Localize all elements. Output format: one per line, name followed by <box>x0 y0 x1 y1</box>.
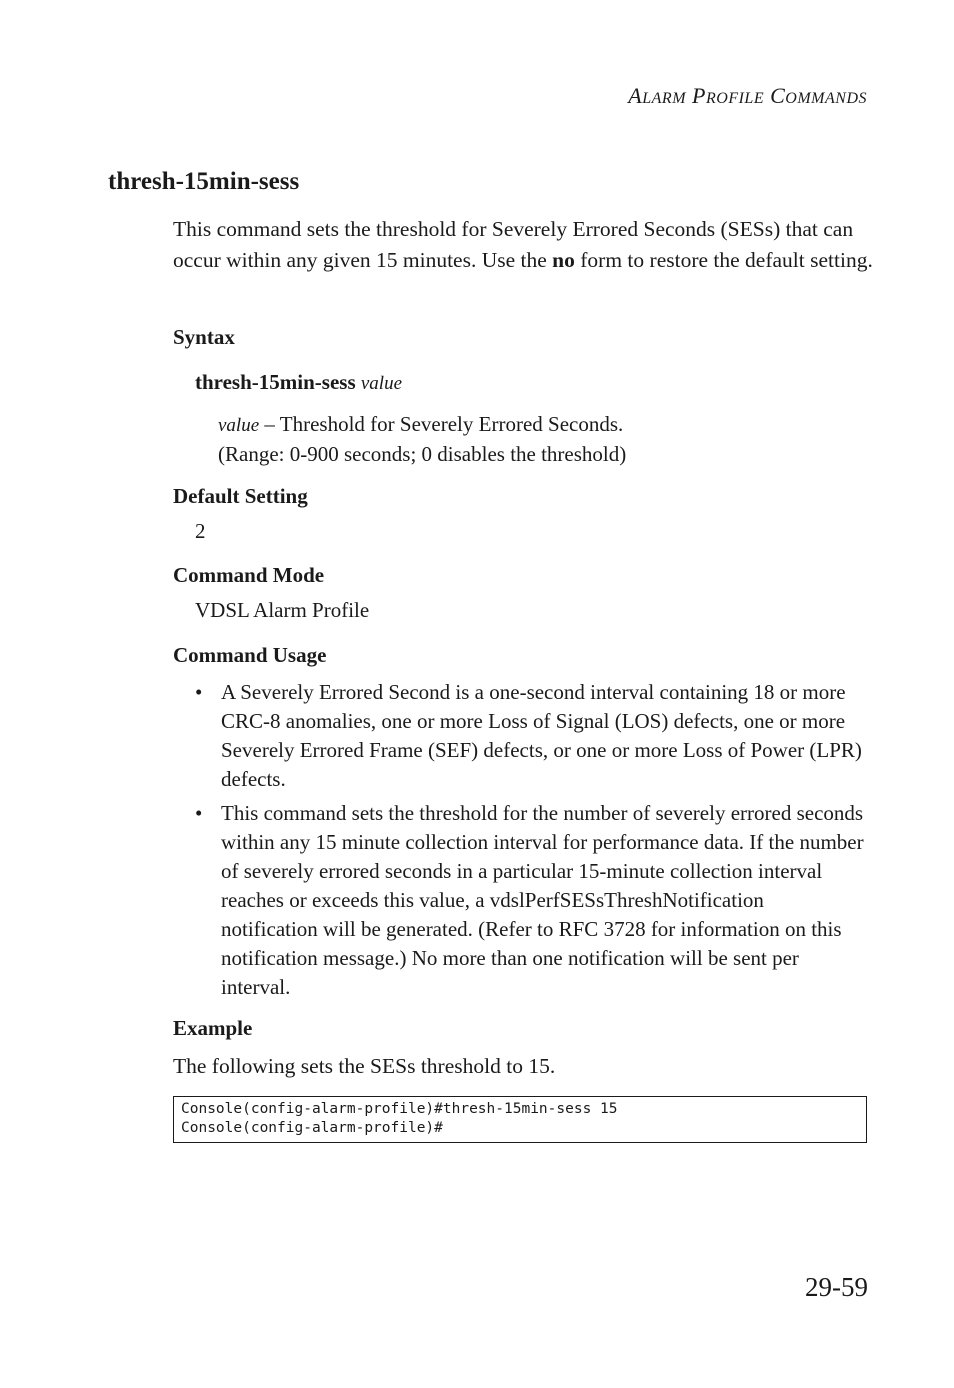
code-line: Console(config-alarm-profile)# <box>181 1120 443 1136</box>
syntax-command: thresh-15min-sess <box>195 370 356 394</box>
default-setting-heading: Default Setting <box>173 484 308 508</box>
section-title: thresh-15min-sess <box>108 168 300 195</box>
list-item-text: A Severely Errored Second is a one-second interval containing 18 or more CRC-8 anomalies, one or more Loss of Signal (LOS) defects, one or more Severely Errored Frame (SEF) defects, or one or more Loss of Power (LPR) defects. <box>221 680 862 791</box>
header-word-2-initial: P <box>692 83 706 108</box>
intro-text-2: form to restore the default setting. <box>574 248 873 272</box>
parameter-description <box>218 410 858 469</box>
example-heading: Example <box>173 1016 253 1040</box>
command-mode-value: VDSL Alarm Profile <box>195 598 370 622</box>
example-description: The following sets the SESs threshold to 15. <box>173 1054 556 1078</box>
command-mode-heading: Command Mode <box>173 563 325 587</box>
command-usage-list <box>195 678 865 1007</box>
bullet-icon: • <box>195 680 203 704</box>
header-word-2-rest: ROFILE <box>705 90 765 107</box>
syntax-heading: Syntax <box>173 325 235 349</box>
param-desc-2: (Range: 0-900 seconds; 0 disables the threshold) <box>218 442 627 466</box>
header-word-1-initial: A <box>628 83 643 108</box>
header-word-1-rest: LARM <box>642 90 687 107</box>
list-item-text: This command sets the threshold for the number of severely errored seconds within any 15 minute collection interval for performance data. If the number of severely errored seconds in a particular 15-minute collection interval reaches or exceeds this value, a vdslPerfSESsThreshNotification notification will be generated. (Refer to RFC 3728 for information on this notification message.) No more than one notification will be sent per interval. <box>221 801 864 999</box>
list-item <box>195 678 865 794</box>
default-setting-value: 2 <box>195 519 206 543</box>
list-item <box>195 799 865 1002</box>
header-word-3-rest: OMMANDS <box>785 90 867 107</box>
param-line-1 <box>218 410 858 440</box>
command-usage-heading: Command Usage <box>173 643 327 667</box>
bullet-icon: • <box>195 801 203 825</box>
page-number: 29-59 <box>805 1272 868 1302</box>
syntax-command-line <box>195 370 402 395</box>
intro-keyword-no: no <box>552 248 575 272</box>
intro-text-1: This command sets the threshold for Severely Errored Seconds (SESs) that can occur within any given 15 minutes. Use the <box>173 217 854 272</box>
intro-paragraph <box>173 214 873 276</box>
param-name: value <box>218 415 260 436</box>
header-word-3-initial: C <box>770 83 786 108</box>
code-line: Console(config-alarm-profile)#thresh-15min-sess 15 <box>181 1101 618 1117</box>
code-example-box <box>173 1096 867 1143</box>
syntax-argument: value <box>360 373 403 394</box>
param-desc-1: – Threshold for Severely Errored Seconds. <box>259 412 624 436</box>
running-header <box>628 83 867 109</box>
